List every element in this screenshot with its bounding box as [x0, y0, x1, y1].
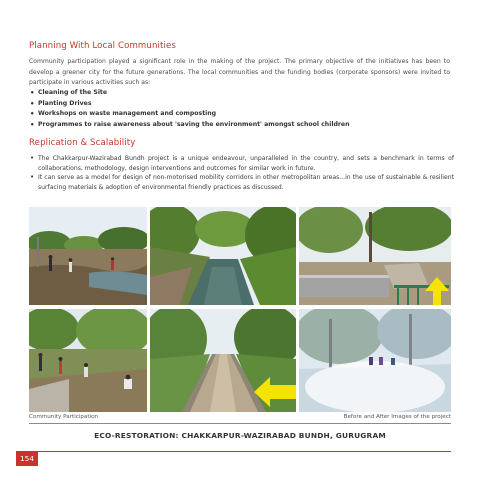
planning-activity-list	[29, 88, 454, 130]
list-item: • The Chakkarpur-Wazirabad Bundh project is a unique endeavour, unparalleled in the country, and sets a benchmark in terms of collaborations, methodology, design interventions and outcomes for similar work in future.	[30, 154, 454, 172]
before-waterway-photo	[150, 207, 296, 305]
bullet-icon: •	[30, 110, 35, 119]
list-item: • Workshops on waste management and composting	[30, 110, 217, 119]
photo-caption-community: Community Participation	[29, 414, 99, 420]
list-item: • Programmes to raise awareness about 'saving the environment' amongst school children	[30, 120, 350, 129]
planning-paragraph: Community participation played a significant role in the making of the project. The primary objective of the initiatives has been to develop a greener city for the future generations. The local communities and the funding bodies (corporate sponsors) were invited to participate in various activities such as:	[29, 58, 450, 87]
bullet-icon: •	[30, 120, 35, 129]
list-item: • It can serve as a model for design of non-motorised mobility corridors in other metropolitan areas...in the use of sustainable & resilient surfacing materials & adoption of environmental friendly practices as discussed.	[30, 173, 454, 191]
list-item: • Planting Drives	[30, 99, 92, 108]
page-accent-bar	[16, 451, 451, 452]
community-planting-photo	[29, 309, 147, 412]
planning-heading: Planning With Local Communities	[29, 41, 176, 51]
replication-list	[29, 154, 454, 192]
list-item: • Cleaning of the Site	[30, 89, 108, 97]
bullet-icon: •	[30, 173, 35, 182]
community-cleaning-photo	[29, 207, 147, 305]
footer-divider	[29, 423, 451, 424]
footer-title: ECO-RESTORATION: CHAKKARPUR-WAZIRABAD BUNDH, GURUGRAM	[94, 431, 386, 440]
before-steps-photo	[299, 207, 451, 305]
page-number: 154	[16, 452, 38, 466]
bullet-icon: •	[30, 99, 35, 108]
after-park-photo	[299, 309, 451, 412]
after-pathway-photo	[150, 309, 296, 412]
photo-caption-before-after: Before and After Images of the project	[343, 414, 451, 420]
bullet-icon: •	[30, 154, 35, 162]
bullet-icon: •	[30, 89, 35, 97]
replication-heading: Replication & Scalability	[29, 138, 136, 148]
